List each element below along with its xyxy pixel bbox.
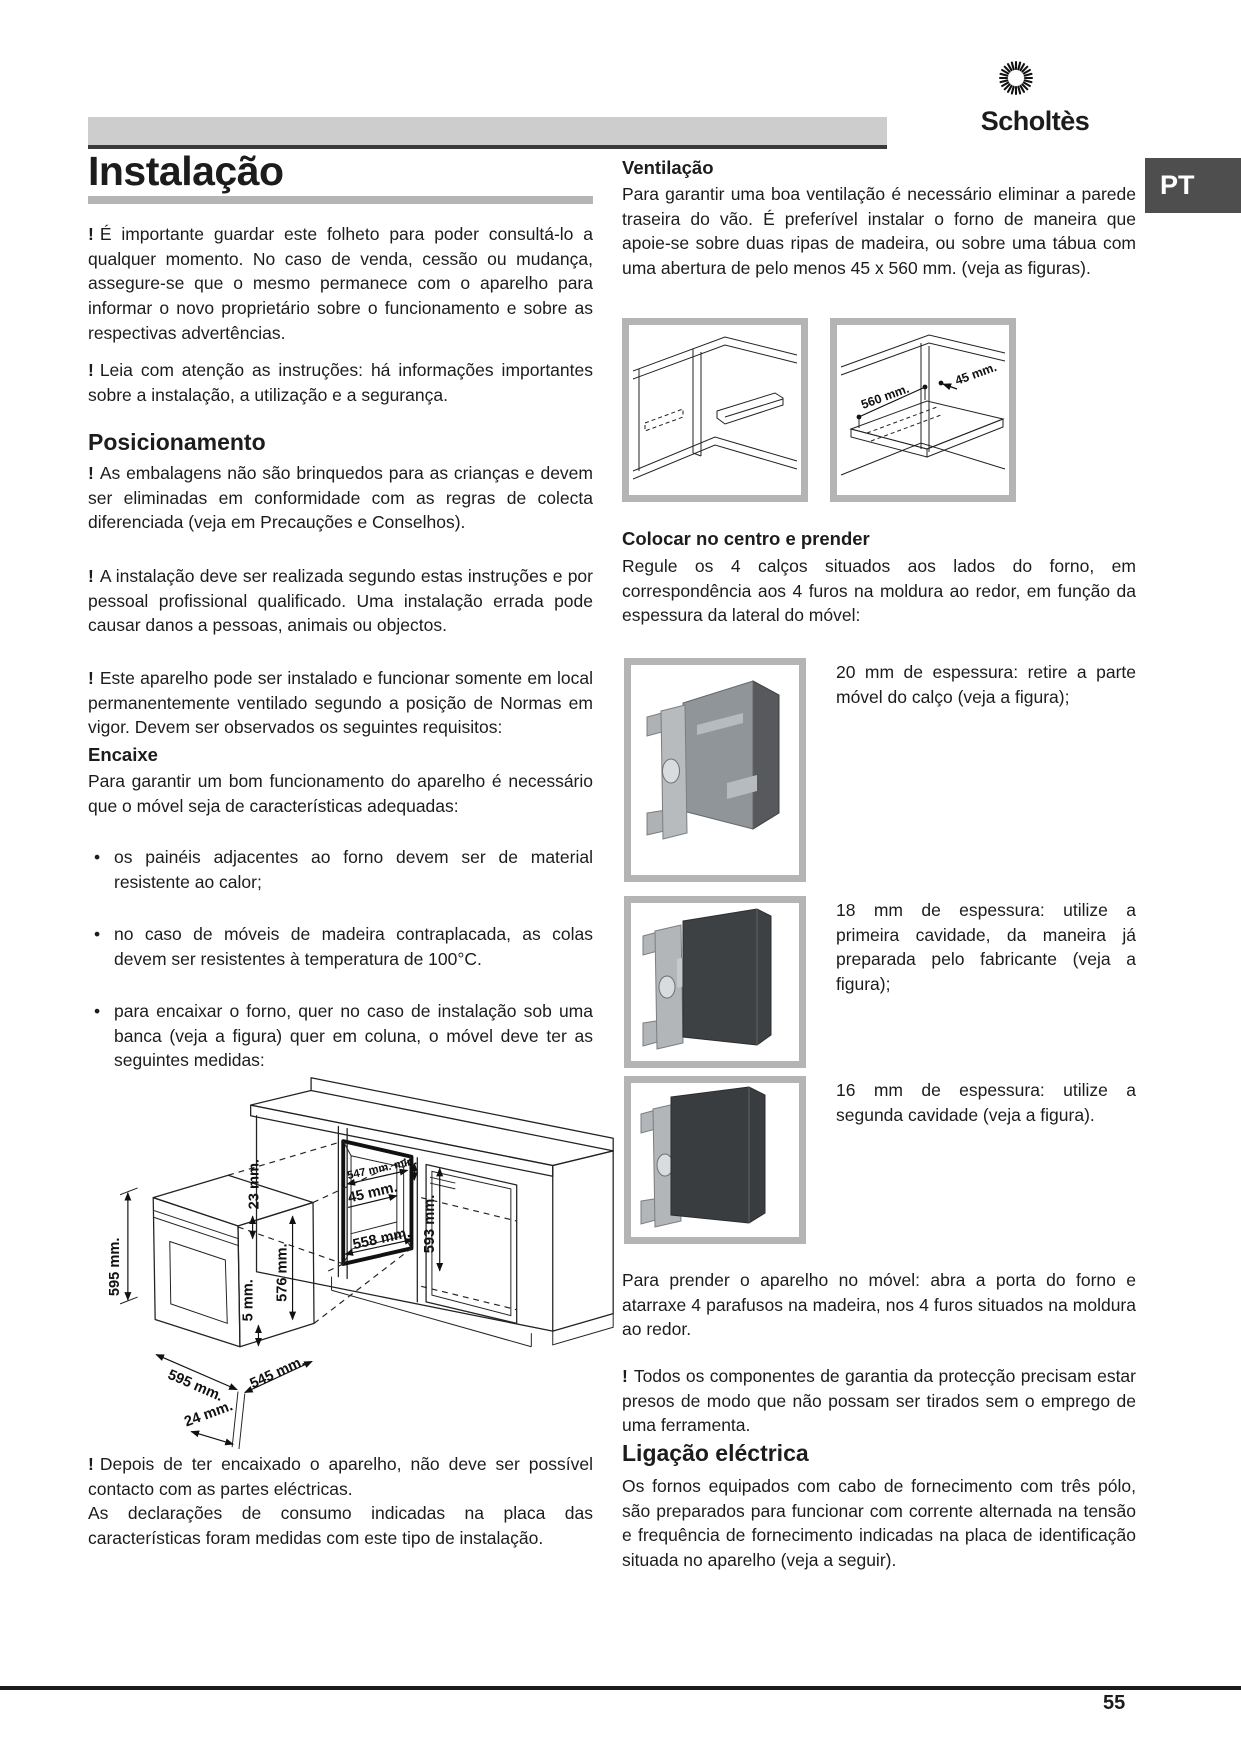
dim-oven-height: 595 mm. xyxy=(107,1237,124,1297)
warning-mark: ! xyxy=(88,463,94,483)
paragraph-ventilation: Para garantir uma boa ventilação é necessário eliminar a parede traseira do vão. É preferível instalar o forno de maneira que apoie-se sobre duas ripas de madeira, ou sobre uma tábua com uma abertura de pelo menos 45 x 560 mm. (veja as figuras). xyxy=(622,184,1136,279)
list-item: • os painéis adjacentes ao forno devem ser de material resistente ao calor; xyxy=(94,847,593,892)
bullet-dot: • xyxy=(94,847,101,867)
paragraph-read-instructions: ! Leia com atenção as instruções: há informações importantes sobre a instalação, a utilização e a segurança. xyxy=(88,360,593,405)
paragraph-protection-warning: ! Todos os componentes de garantia da protecção precisam estar presos de modo que não possam ser tirados sem o emprego de uma ferramenta. xyxy=(622,1366,1136,1436)
bracket-figure-18mm xyxy=(624,896,806,1068)
ventilation-figure-board xyxy=(830,318,1016,502)
language-badge: PT xyxy=(1145,158,1241,213)
paragraph-after-install-2: As declarações de consumo indicadas na placa das características foram medidas com este tipo de instalação. xyxy=(88,1503,593,1548)
dim-plinth: 24 mm. xyxy=(182,1398,236,1431)
dim-niche-width-min: 547 mm. min. xyxy=(346,1155,418,1183)
bullet-dot: • xyxy=(94,924,101,944)
warning-mark: ! xyxy=(88,1454,94,1474)
paragraph-packaging: ! As embalagens não são brinquedos para as crianças e devem ser eliminadas em conformidade com as regras de colecta diferenciada (veja em Precauções e Conselhos). xyxy=(88,463,593,533)
bracket-figure-20mm xyxy=(624,658,806,882)
dim-niche-strip: 45 mm. xyxy=(346,1179,400,1207)
brand-name: Scholtès xyxy=(980,106,1090,136)
thickness-item-20mm: 20 mm de espessura: retire a parte móvel do calço (veja a figura); xyxy=(836,662,1136,707)
dim-bottom-gap: 5 mm. xyxy=(240,1279,257,1322)
page-number: 55 xyxy=(1103,1692,1126,1714)
dim-niche-bottom: 558 mm. xyxy=(351,1224,412,1254)
ventilation-figure-ribs xyxy=(622,318,808,502)
page-title: Instalação xyxy=(88,148,284,194)
paragraph-ventilated-location: ! Este aparelho pode ser instalado e funcionar somente em local permanentemente ventilado segundo a posição de Normas em vigor. Devem ser observados os seguintes requisitos: xyxy=(88,668,593,738)
warning-mark: ! xyxy=(88,668,94,688)
paragraph-keep-booklet: ! É importante guardar este folheto para poder consultá-lo a qualquer momento. No caso de venda, cessão ou mudança, assegure-se que o mesmo permanece com o aparelho para informar o novo proprietário sobre o funcionamento e sobre as respectivas advertências. xyxy=(88,224,593,343)
list-item: • no caso de móveis de madeira contraplacada, as colas devem ser resistentes à temperatura de 100°C. xyxy=(94,924,593,969)
paragraph-after-install-1: ! Depois de ter encaixado o aparelho, não deve ser possível contacto com as partes eléctricas. xyxy=(88,1454,593,1499)
oven-dimensions-figure xyxy=(80,1070,625,1452)
bracket-figure-16mm xyxy=(624,1076,806,1244)
heading-ligacao-electrica: Ligação eléctrica xyxy=(622,1440,809,1466)
list-item: • para encaixar o forno, quer no caso de instalação sob uma banca (veja a figura) quer em coluna, o móvel deve ter as seguintes medidas: xyxy=(94,1001,593,1071)
paragraph-qualified-install: ! A instalação deve ser realizada segundo estas instruções e por pessoal profissional qualificado. Uma instalação errada pode causar danos a pessoas, animais ou objectos. xyxy=(88,566,593,636)
paragraph-encaixe-intro: Para garantir um bom funcionamento do aparelho é necessário que o móvel seja de características adequadas: xyxy=(88,771,593,816)
thickness-item-16mm: 16 mm de espessura: utilize a segunda cavidade (veja a figura). xyxy=(836,1080,1136,1125)
heading-ventilacao: Ventilação xyxy=(622,157,714,178)
dim-top-gap: 23 mm. xyxy=(246,1158,263,1210)
heading-posicionamento: Posicionamento xyxy=(88,429,266,455)
paragraph-center-fix: Regule os 4 calços situados aos lados do forno, em correspondência aos 4 furos na moldura ao redor, em função da espessura da lateral do móvel: xyxy=(622,556,1136,626)
dim-oven-depth: 545 mm. xyxy=(247,1353,308,1393)
bullet-dot: • xyxy=(94,1001,101,1021)
dim-niche-height: 593 mm. xyxy=(421,1194,438,1254)
brand-starburst-icon xyxy=(988,50,1044,106)
fig-dim-width: 560 mm. xyxy=(859,381,912,412)
paragraph-electrical: Os fornos equipados com cabo de fornecimento com três pólo, são preparados para funcionar com corrente alternada na tensão e frequência de fornecimento indicadas na placa de identificação situada no aparelho (veja a seguir). xyxy=(622,1476,1136,1571)
thickness-item-18mm: 18 mm de espessura: utilize a primeira cavidade, da maneira já preparada pelo fabricante (veja a figura); xyxy=(836,900,1136,995)
warning-mark: ! xyxy=(622,1366,628,1386)
warning-mark: ! xyxy=(88,224,94,244)
heading-colocar: Colocar no centro e prender xyxy=(622,528,870,549)
paragraph-fix-screws: Para prender o aparelho no móvel: abra a porta do forno e atarraxe 4 parafusos na madeira, nos 4 furos situados na moldura ao redor. xyxy=(622,1270,1136,1340)
dim-oven-width: 595 mm. xyxy=(165,1366,226,1405)
title-rule xyxy=(88,196,593,204)
header-bar xyxy=(88,117,887,145)
warning-mark: ! xyxy=(88,566,94,586)
dim-oven-body-height: 576 mm. xyxy=(274,1243,291,1302)
heading-encaixe: Encaixe xyxy=(88,744,158,765)
fig-dim-gap: 45 mm. xyxy=(953,359,999,388)
footer-rule xyxy=(0,1686,1241,1690)
warning-mark: ! xyxy=(88,360,94,380)
